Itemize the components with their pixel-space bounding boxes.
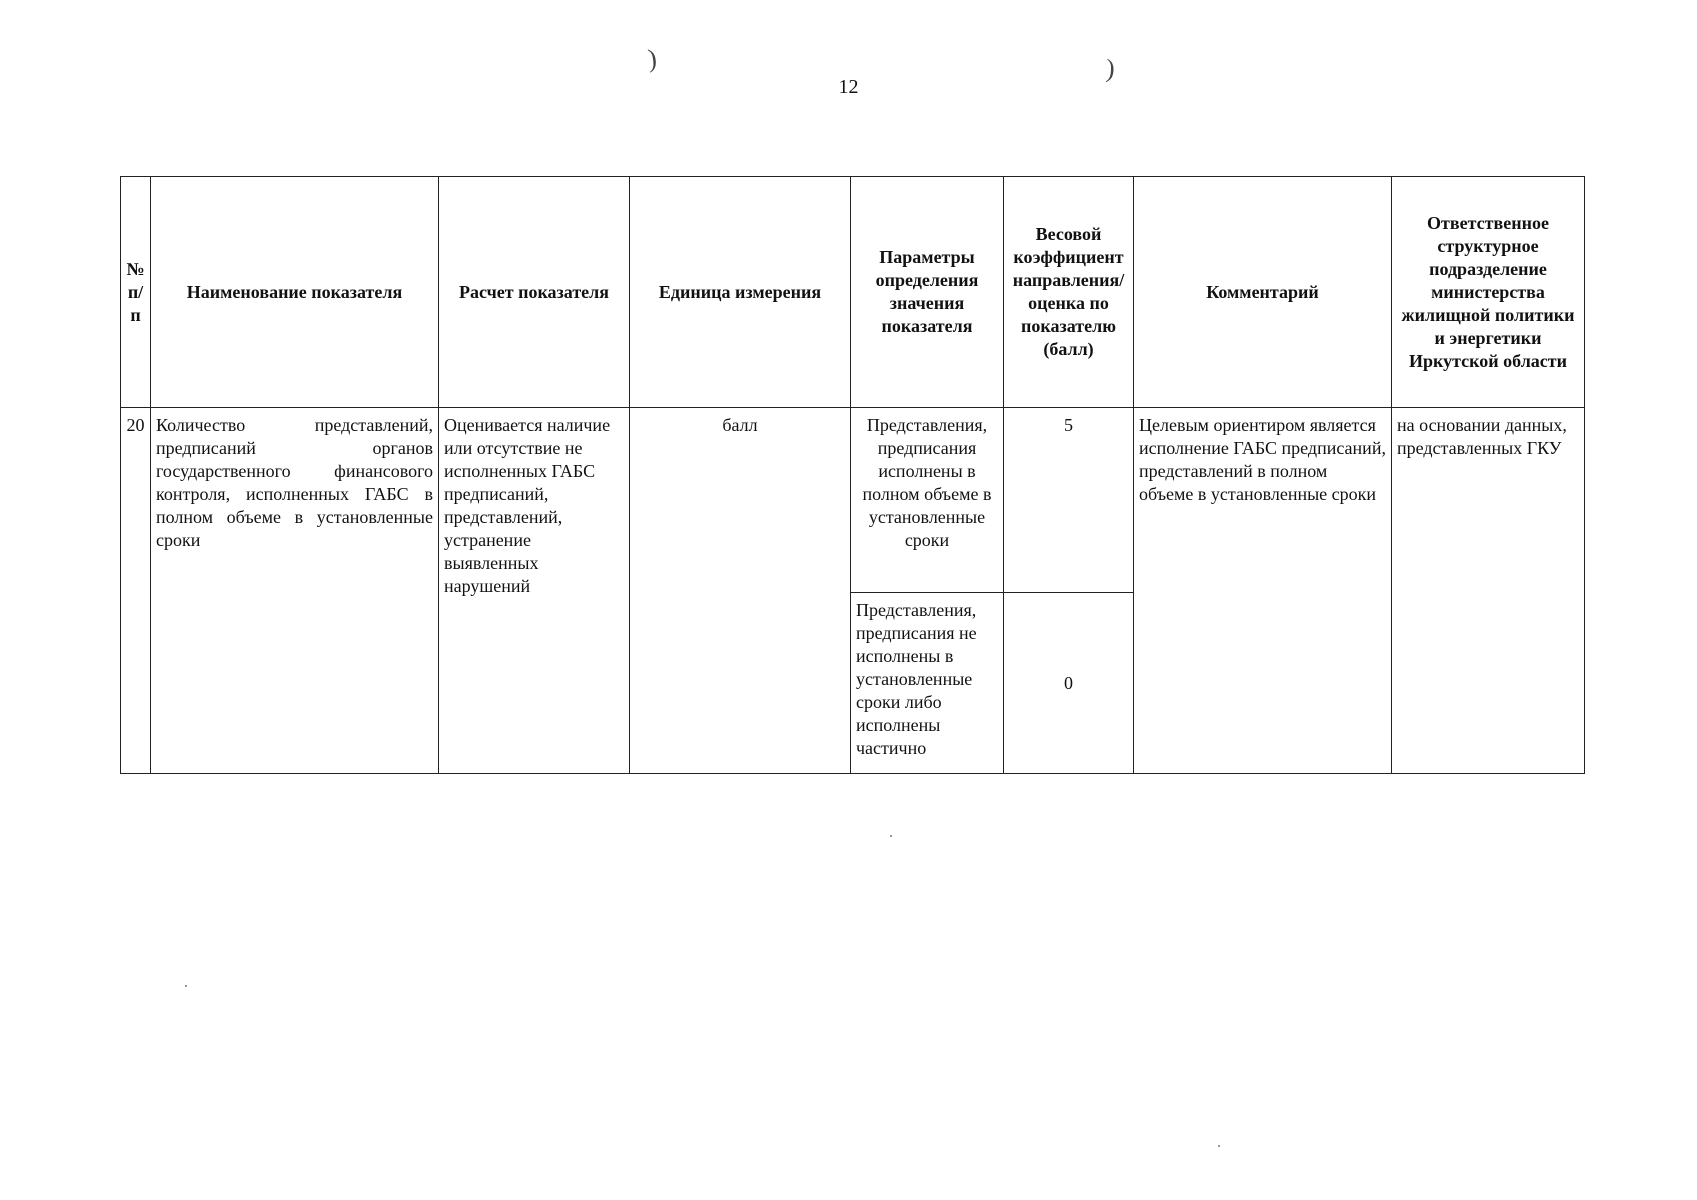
header-weight: Весовой коэффициент направления/оценка по показателю (балл) xyxy=(1004,177,1134,408)
row-param-fulfilled: Представления, предписания исполнены в полном объеме в установленные сроки xyxy=(851,408,1004,593)
table-header-row xyxy=(121,177,1585,408)
header-calc: Расчет показателя xyxy=(439,177,630,408)
row-param-not-fulfilled: Представления, предписания не исполнены в установленные сроки либо исполнены частично xyxy=(851,593,1004,774)
header-params: Параметры определения значения показателя xyxy=(851,177,1004,408)
row-unit: балл xyxy=(630,408,851,774)
scan-speck xyxy=(890,835,892,837)
scan-speck xyxy=(1218,1145,1220,1147)
scan-mark: ) xyxy=(1105,53,1116,84)
row-comment: Целевым ориентиром является исполнение ГАБС предписаний, представлений в полном объеме в установленные сроки xyxy=(1134,408,1392,774)
row-responsible: на основании данных, представленных ГКУ xyxy=(1392,408,1585,774)
page-number: 12 xyxy=(838,76,859,98)
header-num: № п/п xyxy=(121,177,151,408)
row-weight-not-fulfilled: 0 xyxy=(1004,593,1134,774)
row-weight-fulfilled: 5 xyxy=(1004,408,1134,593)
header-responsible: Ответственное структурное подразделение министерства жилищной политики и энергетики Иркутской области xyxy=(1392,177,1585,408)
indicator-table xyxy=(120,176,1585,774)
header-unit: Единица измерения xyxy=(630,177,851,408)
row-calc: Оценивается наличие или отсутствие не исполненных ГАБС предписаний, представлений, устранение выявленных нарушений xyxy=(439,408,630,774)
scan-speck xyxy=(185,985,187,987)
row-name: Количество представлений, предписаний органов государственного финансового контроля, исполненных ГАБС в полном объеме в установленные сроки xyxy=(151,408,439,774)
scan-mark: ) xyxy=(646,43,659,74)
header-name: Наименование показателя xyxy=(151,177,439,408)
header-comment: Комментарий xyxy=(1134,177,1392,408)
table-row xyxy=(121,408,1585,593)
row-num: 20 xyxy=(121,408,151,774)
